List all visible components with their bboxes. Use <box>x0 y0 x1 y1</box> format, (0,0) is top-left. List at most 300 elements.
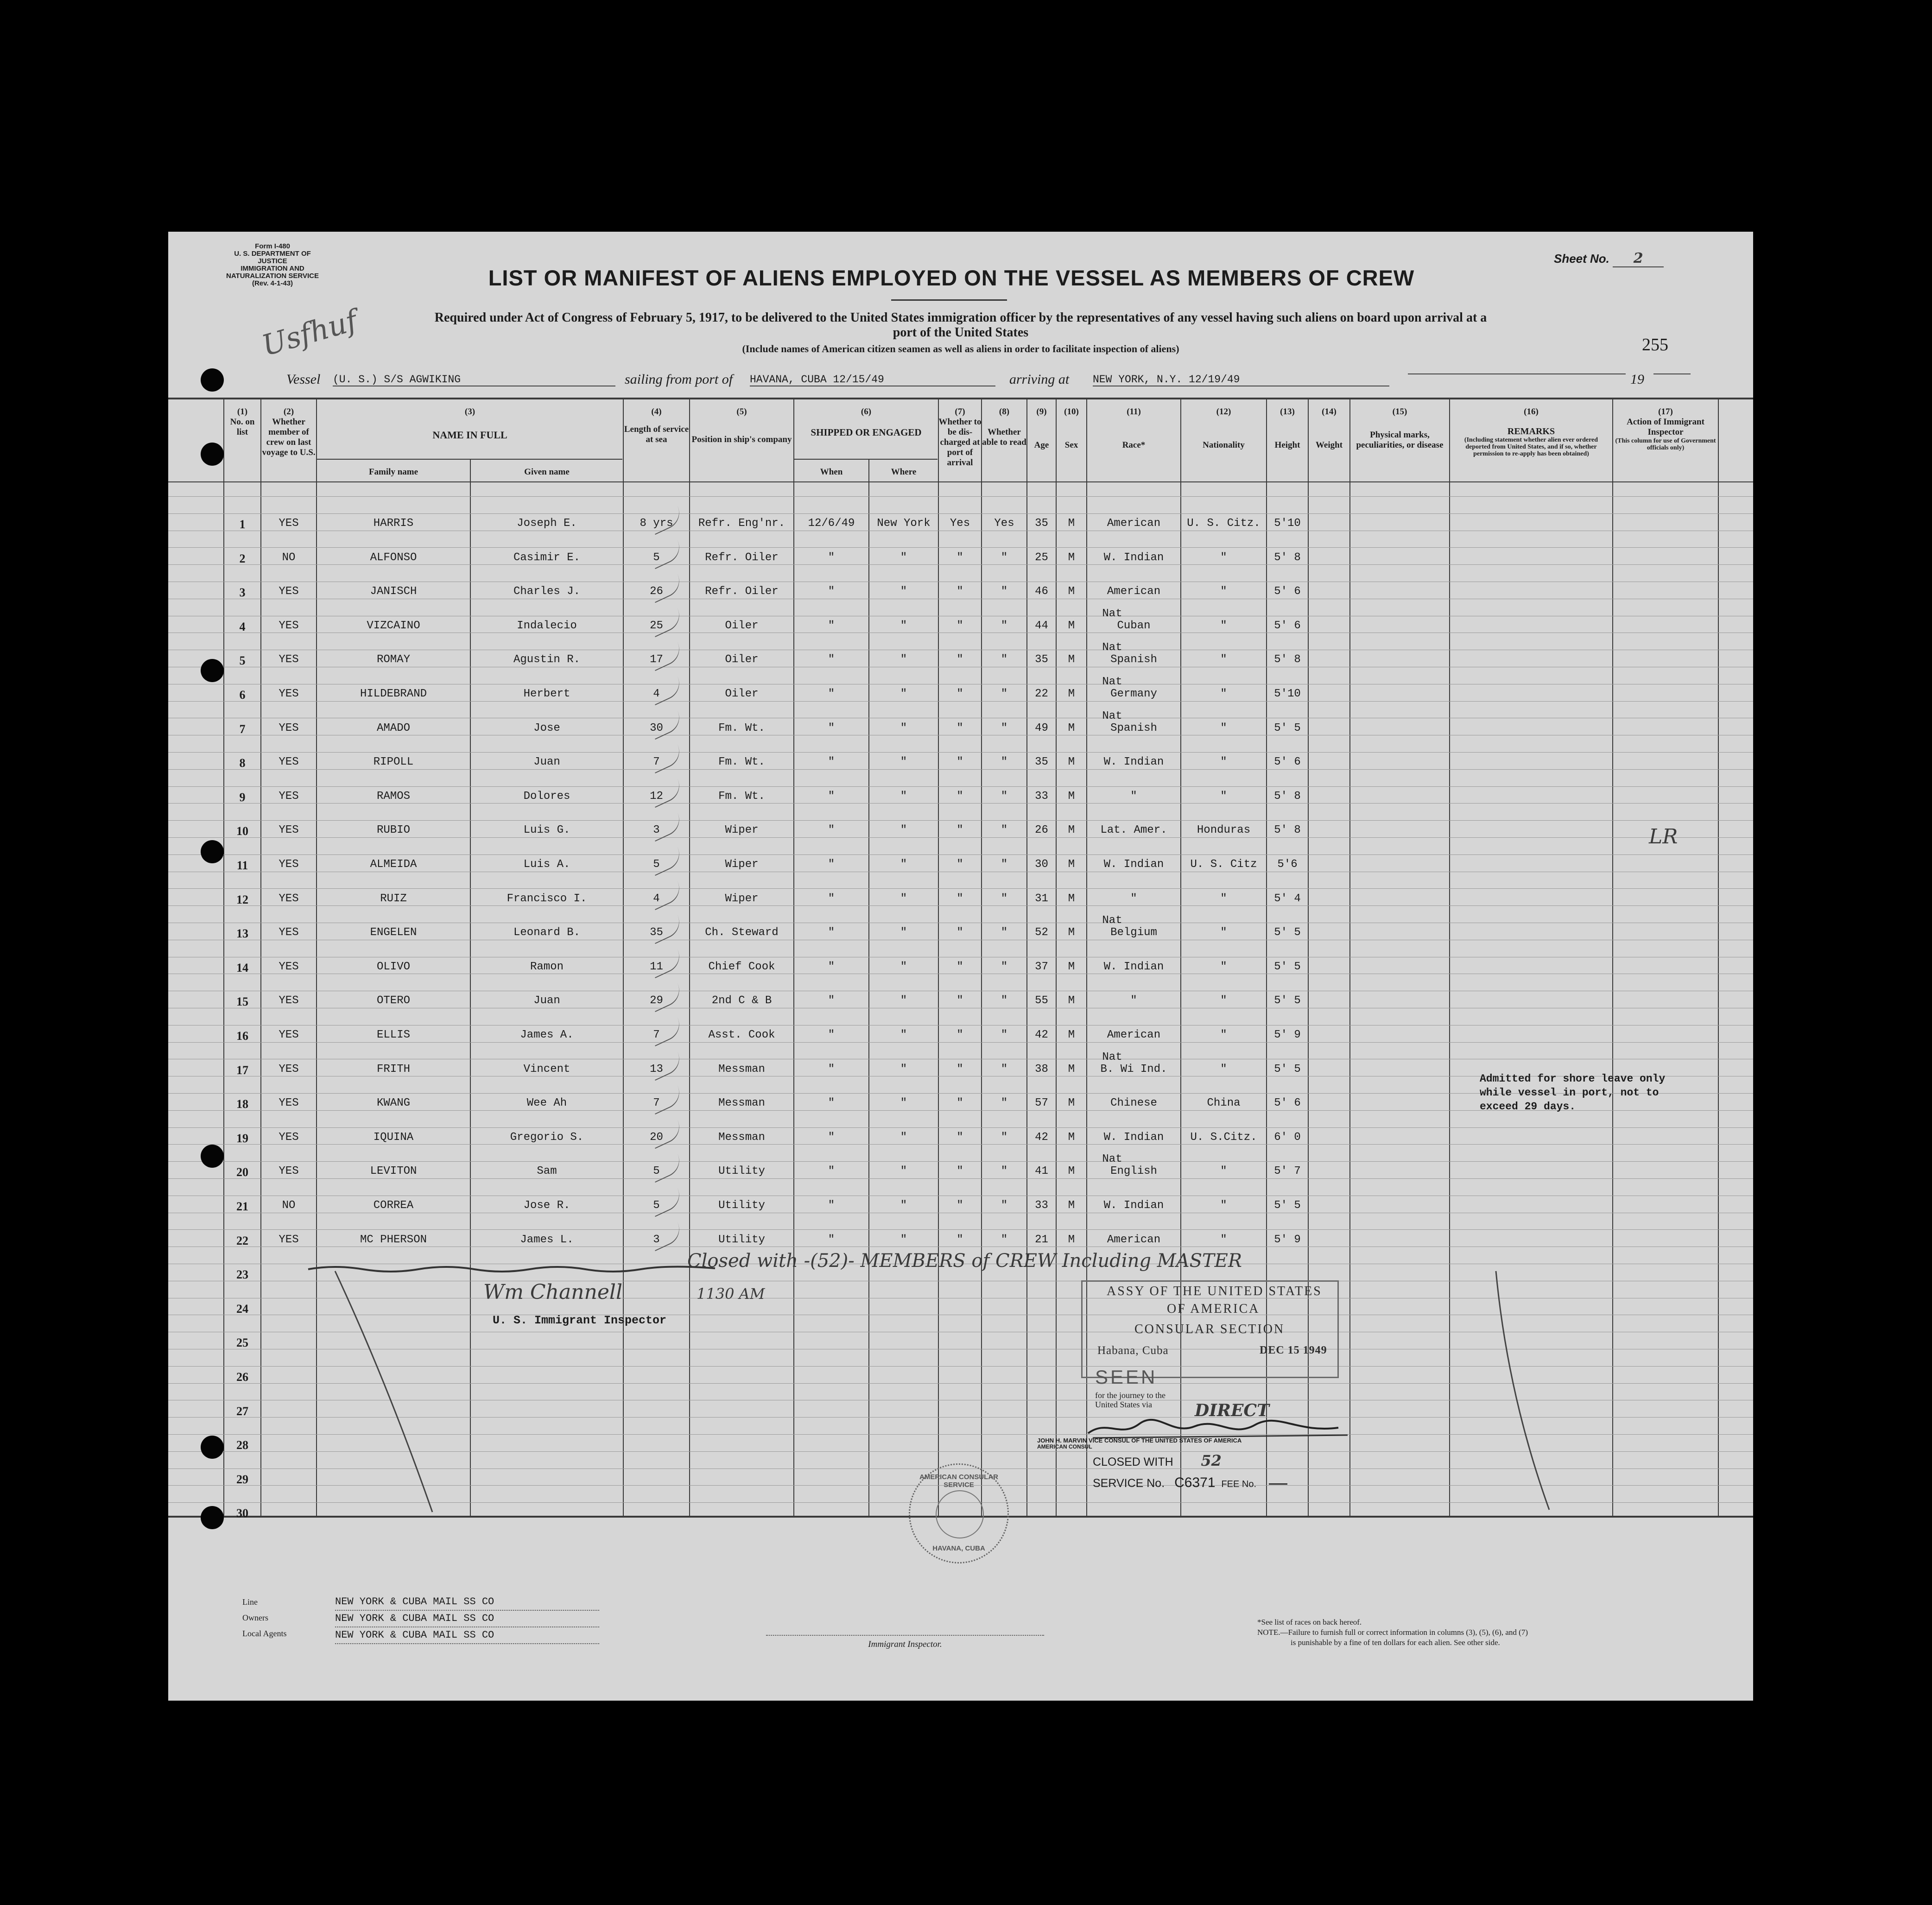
cell-position: Oiler <box>725 653 759 666</box>
cell-age: 21 <box>1035 1233 1048 1246</box>
cell-nationality: " <box>1220 1165 1227 1178</box>
cell-family: IQUINA <box>373 1131 414 1144</box>
cell-prev: YES <box>279 585 299 598</box>
row-number: 17 <box>236 1063 248 1077</box>
footer-owners-value: NEW YORK & CUBA MAIL SS CO <box>335 1611 599 1627</box>
cell-service: 5 <box>653 551 660 564</box>
cell-position: Utility <box>718 1199 765 1212</box>
department: U. S. DEPARTMENT OF JUSTICE <box>234 250 311 265</box>
cell-position: Utility <box>718 1165 765 1178</box>
cell-family: CORREA <box>373 1199 414 1212</box>
cell-nationality: " <box>1220 721 1227 734</box>
cell-nationality: Honduras <box>1197 824 1251 837</box>
penalty-note-2: is punishable by a fine of ten dollars for each alien. See other side. <box>1291 1638 1500 1647</box>
cell-discharged: " <box>956 1063 963 1076</box>
cell-race: American <box>1107 1233 1161 1246</box>
cell-when: " <box>828 790 835 803</box>
cell-prev: YES <box>279 1165 299 1178</box>
cell-height: 5' 6 <box>1274 756 1301 769</box>
cell-race: English <box>1110 1165 1157 1178</box>
cell-where: " <box>900 994 907 1007</box>
cell-age: 38 <box>1035 1063 1048 1076</box>
col-header-position: (5) Position in ship's company <box>691 407 792 444</box>
cell-height: 5' 5 <box>1274 960 1301 973</box>
row-number: 8 <box>239 756 246 770</box>
cell-age: 57 <box>1035 1097 1048 1110</box>
cell-nationality: " <box>1220 551 1227 564</box>
cancel-strokes <box>168 398 1753 1517</box>
inspector-signature-line <box>766 1635 1044 1636</box>
sheet-number <box>1554 250 1664 267</box>
cell-race: American <box>1107 585 1161 598</box>
row-number: 19 <box>236 1131 248 1145</box>
stamp-american-consul: AMERICAN CONSUL <box>1037 1443 1092 1450</box>
cell-given: Indalecio <box>517 619 577 632</box>
cell-nationality: " <box>1220 926 1227 939</box>
col-header-family-name: Family name <box>368 467 418 477</box>
col-header-sex: (10) Sex <box>1064 407 1079 450</box>
cell-family: AMADO <box>376 721 410 734</box>
cell-nationality: " <box>1220 892 1227 905</box>
row-number: 3 <box>239 586 246 600</box>
cell-position: Oiler <box>725 688 759 700</box>
required-line-1: Required under Act of Congress of February 5, 1917, to be delivered to the United States immigration officer by the representatives of any vessel having such aliens on board upon arrival at a <box>434 310 1487 325</box>
cell-family: FRITH <box>376 1063 410 1076</box>
col-header-prior-voyage: (2) Whether member of crew on last voyage to U.S. <box>262 407 316 457</box>
cell-height: 5' 9 <box>1274 1233 1301 1246</box>
cell-read: " <box>1001 688 1008 700</box>
cell-given: Juan <box>533 994 560 1007</box>
cell-service: 13 <box>650 1063 663 1076</box>
cell-where: " <box>900 1063 907 1076</box>
cell-service: 26 <box>650 585 663 598</box>
cell-where: " <box>900 688 907 700</box>
cell-when: " <box>828 551 835 564</box>
cell-when: " <box>828 1063 835 1076</box>
service-name: IMMIGRATION AND NATURALIZATION SERVICE <box>226 265 319 280</box>
footer-agents-value: NEW YORK & CUBA MAIL SS CO <box>335 1627 599 1644</box>
cell-height: 5' 5 <box>1274 721 1301 734</box>
cell-service: 25 <box>650 619 663 632</box>
cell-read: " <box>1001 960 1008 973</box>
cell-where: " <box>900 721 907 734</box>
cell-nationality: " <box>1220 790 1227 803</box>
cell-family: ALFONSO <box>370 551 417 564</box>
cell-prev: NO <box>282 551 296 564</box>
cell-discharged: " <box>956 1131 963 1144</box>
cell-nat-prefix: Nat <box>1102 914 1122 927</box>
cell-prev: YES <box>279 688 299 700</box>
cell-given: Ramon <box>530 960 564 973</box>
cell-service: 11 <box>650 960 663 973</box>
stamp-via: DIRECT <box>1195 1401 1269 1420</box>
cell-position: Asst. Cook <box>708 1029 775 1041</box>
cell-discharged: " <box>956 1097 963 1110</box>
cell-height: 5' 6 <box>1274 1097 1301 1110</box>
cell-age: 35 <box>1035 756 1048 769</box>
cell-discharged: " <box>956 1233 963 1246</box>
include-note: (Include names of American citizen seamen as well as aliens in order to facilitate inspection of aliens) <box>742 343 1179 354</box>
footer-line-value: NEW YORK & CUBA MAIL SS CO <box>335 1594 599 1611</box>
cell-sex: M <box>1068 1063 1075 1076</box>
cell-prev: YES <box>279 1131 299 1144</box>
closing-handwritten-note: Closed with -(52)- MEMBERS of CREW Including MASTER <box>687 1250 1242 1272</box>
cell-sex: M <box>1068 858 1075 871</box>
cell-sex: M <box>1068 824 1075 837</box>
cell-where: " <box>900 1233 907 1246</box>
cell-read: " <box>1001 585 1008 598</box>
cell-race: W. Indian <box>1103 756 1164 769</box>
cell-prev: YES <box>279 960 299 973</box>
stamp-line-2: OF AMERICA <box>1167 1302 1260 1316</box>
row-number: 6 <box>239 688 246 702</box>
year-blank <box>1653 373 1691 374</box>
row-number: 12 <box>236 892 248 906</box>
cell-age: 33 <box>1035 1199 1048 1212</box>
cell-race: W. Indian <box>1103 960 1164 973</box>
consular-seal <box>909 1463 1009 1563</box>
cell-sex: M <box>1068 1097 1075 1110</box>
col-header-number: (1) No. on list <box>230 407 255 437</box>
cell-service: 5 <box>653 1165 660 1178</box>
cell-height: 5' 4 <box>1274 892 1301 905</box>
cell-age: 42 <box>1035 1131 1048 1144</box>
cell-nationality: " <box>1220 756 1227 769</box>
sailing-value: HAVANA, CUBA 12/15/49 <box>750 373 995 386</box>
cell-when: " <box>828 653 835 666</box>
cell-when: " <box>828 1029 835 1041</box>
cell-discharged: " <box>956 585 963 598</box>
cell-prev: YES <box>279 892 299 905</box>
cell-read: " <box>1001 619 1008 632</box>
cell-age: 46 <box>1035 585 1048 598</box>
cell-given: James A. <box>520 1029 574 1041</box>
row-number: 25 <box>236 1336 248 1350</box>
cell-family: MC PHERSON <box>360 1233 427 1246</box>
cell-nat-prefix: Nat <box>1102 709 1122 722</box>
row-number: 22 <box>236 1234 248 1247</box>
cell-nationality: " <box>1220 1199 1227 1212</box>
cell-given: Vincent <box>523 1063 570 1076</box>
stamp-date: DEC 15 1949 <box>1260 1344 1327 1356</box>
cell-where: " <box>900 1165 907 1178</box>
cell-read: " <box>1001 721 1008 734</box>
cell-given: Joseph E. <box>517 517 577 530</box>
seal-inner-ring <box>936 1490 984 1538</box>
cell-given: James L. <box>520 1233 574 1246</box>
cell-height: 5' 9 <box>1274 1029 1301 1041</box>
cell-sex: M <box>1068 517 1075 530</box>
cell-height: 5' 8 <box>1274 824 1301 837</box>
punch-hole <box>201 840 224 863</box>
cell-height: 5' 8 <box>1274 551 1301 564</box>
cell-age: 31 <box>1035 892 1048 905</box>
cell-when: " <box>828 892 835 905</box>
page-number: 255 <box>1642 335 1668 354</box>
cell-given: Charles J. <box>513 585 581 598</box>
cell-prev: YES <box>279 619 299 632</box>
cell-where: " <box>900 926 907 939</box>
cell-service: 5 <box>653 1199 660 1212</box>
cell-position: Messman <box>718 1097 765 1110</box>
cell-service: 30 <box>650 721 663 734</box>
cell-given: Sam <box>537 1165 557 1178</box>
cell-given: Herbert <box>523 688 570 700</box>
row-number: 5 <box>239 654 246 668</box>
cell-prev: YES <box>279 858 299 871</box>
stamp-line-3: CONSULAR SECTION <box>1134 1322 1285 1336</box>
col-header-discharged: (7) Whether to be dis-charged at port of arrival <box>938 407 982 468</box>
cell-discharged: " <box>956 994 963 1007</box>
cell-read: " <box>1001 1029 1008 1041</box>
cell-age: 42 <box>1035 1029 1048 1041</box>
cell-where: " <box>900 1029 907 1041</box>
cell-read: Yes <box>994 517 1014 530</box>
punch-hole <box>201 1436 224 1459</box>
punch-hole <box>201 1145 224 1168</box>
cell-discharged: " <box>956 688 963 700</box>
cell-read: " <box>1001 790 1008 803</box>
cell-race: Cuban <box>1117 619 1151 632</box>
cell-given: Wee Ah <box>526 1097 567 1110</box>
punch-hole <box>201 659 224 682</box>
cell-prev: YES <box>279 1097 299 1110</box>
cell-sex: M <box>1068 960 1075 973</box>
cell-read: " <box>1001 994 1008 1007</box>
row-number: 20 <box>236 1165 248 1179</box>
stamp-place: Habana, Cuba <box>1097 1344 1169 1357</box>
cell-discharged: " <box>956 858 963 871</box>
cell-read: " <box>1001 756 1008 769</box>
cell-nat-prefix: Nat <box>1102 1051 1122 1063</box>
row-number: 28 <box>236 1438 248 1452</box>
cell-where: " <box>900 892 907 905</box>
cell-when: " <box>828 585 835 598</box>
inspection-time: 1130 AM <box>697 1285 765 1303</box>
row-number: 15 <box>236 995 248 1009</box>
form-identifier <box>219 243 326 287</box>
cell-read: " <box>1001 1165 1008 1178</box>
cell-given: Dolores <box>523 790 570 803</box>
cell-discharged: " <box>956 721 963 734</box>
cell-when: " <box>828 1131 835 1144</box>
row-number: 21 <box>236 1200 248 1213</box>
cell-service: 4 <box>653 892 660 905</box>
cell-given: Luis G. <box>523 824 570 837</box>
cell-where: " <box>900 1199 907 1212</box>
cell-age: 22 <box>1035 688 1048 700</box>
sheet-label: Sheet No. <box>1554 252 1609 266</box>
cell-service: 20 <box>650 1131 663 1144</box>
cell-family: RUIZ <box>380 892 407 905</box>
cell-prev: YES <box>279 1029 299 1041</box>
cell-race: B. Wi Ind. <box>1100 1063 1167 1076</box>
cell-given: Leonard B. <box>513 926 581 939</box>
cell-service: 7 <box>653 1029 660 1041</box>
cell-race: W. Indian <box>1103 1199 1164 1212</box>
cell-height: 5'10 <box>1274 688 1301 700</box>
year-label: 19 <box>1630 372 1644 387</box>
cell-position: Utility <box>718 1233 765 1246</box>
cell-service: 8 yrs <box>640 517 673 530</box>
cell-discharged: " <box>956 892 963 905</box>
col-header-remarks: (16) REMARKS (Including statement whether alien ever ordered deported from United States, and if so, whether permission to re-apply has been obtained) <box>1464 407 1598 457</box>
cell-nationality: " <box>1220 619 1227 632</box>
cell-when: " <box>828 688 835 700</box>
punch-hole <box>201 1506 224 1529</box>
cell-family: RUBIO <box>376 824 410 837</box>
cell-read: " <box>1001 858 1008 871</box>
footer-agents-label: Local Agents <box>242 1629 287 1638</box>
punch-hole <box>201 368 224 392</box>
cell-when: 12/6/49 <box>808 517 855 530</box>
row-number: 9 <box>239 790 246 804</box>
cell-family: ENGELEN <box>370 926 417 939</box>
cell-discharged: " <box>956 1199 963 1212</box>
cell-position: Refr. Oiler <box>705 585 779 598</box>
cell-service: 7 <box>653 1097 660 1110</box>
cell-sex: M <box>1068 1165 1075 1178</box>
form-revision: (Rev. 4-1-43) <box>252 279 293 287</box>
footer-inspector-label: Immigrant Inspector. <box>868 1639 942 1649</box>
remarks-shore-leave <box>1480 1072 1665 1114</box>
cell-given: Gregorio S. <box>510 1131 584 1144</box>
stamp-line-1: ASSY OF THE UNITED STATES <box>1107 1284 1322 1298</box>
cell-nationality: U. S.Citz. <box>1190 1131 1257 1144</box>
cell-nat-prefix: Nat <box>1102 676 1122 688</box>
page-title: LIST OR MANIFEST OF ALIENS EMPLOYED ON THE VESSEL AS MEMBERS OF CREW <box>488 266 1415 290</box>
cell-position: Messman <box>718 1131 765 1144</box>
cell-sex: M <box>1068 619 1075 632</box>
cell-nat-prefix: Nat <box>1102 641 1122 654</box>
cell-family: ALMEIDA <box>370 858 417 871</box>
inspector-signature: Wm Channell <box>483 1280 623 1304</box>
cell-read: " <box>1001 926 1008 939</box>
row-number: 18 <box>236 1097 248 1111</box>
col-header-nationality: (12) Nationality <box>1203 407 1245 450</box>
cell-sex: M <box>1068 551 1075 564</box>
cell-position: Refr. Oiler <box>705 551 779 564</box>
row-number: 10 <box>236 824 248 838</box>
cell-when: " <box>828 1165 835 1178</box>
cell-family: KWANG <box>376 1097 410 1110</box>
cell-prev: YES <box>279 1233 299 1246</box>
cell-prev: YES <box>279 756 299 769</box>
row-number: 27 <box>236 1404 248 1418</box>
penalty-note-1: NOTE.—Failure to furnish full or correct information in columns (3), (5), (6), and (7) <box>1257 1628 1528 1637</box>
cell-race: " <box>1130 892 1137 905</box>
cell-height: 5' 8 <box>1274 653 1301 666</box>
cell-sex: M <box>1068 756 1075 769</box>
cell-race: Spanish <box>1110 721 1157 734</box>
row-number: 13 <box>236 927 248 941</box>
cell-nationality: " <box>1220 688 1227 700</box>
cell-given: Francisco I. <box>507 892 587 905</box>
cell-race: W. Indian <box>1103 1131 1164 1144</box>
cell-age: 37 <box>1035 960 1048 973</box>
cell-prev: YES <box>279 721 299 734</box>
col-header-where: Where <box>891 467 917 477</box>
cell-race: Lat. Amer. <box>1100 824 1167 837</box>
cell-where: " <box>900 653 907 666</box>
col-header-shipped: (6) SHIPPED OR ENGAGED <box>811 407 922 438</box>
cell-given: Jose R. <box>523 1199 570 1212</box>
cell-age: 26 <box>1035 824 1048 837</box>
cell-height: 5' 6 <box>1274 585 1301 598</box>
cell-race: American <box>1107 1029 1161 1041</box>
col-header-height: (13) Height <box>1274 407 1300 450</box>
sailing-label: sailing from port of <box>625 372 733 387</box>
cell-sex: M <box>1068 892 1075 905</box>
cell-nationality: U. S. Citz <box>1190 858 1257 871</box>
cell-family: RAMOS <box>376 790 410 803</box>
stamp-closed-with: CLOSED WITH 52 <box>1093 1452 1222 1469</box>
row-number: 4 <box>239 620 246 633</box>
cell-when: " <box>828 858 835 871</box>
cell-when: " <box>828 721 835 734</box>
cell-discharged: " <box>956 824 963 837</box>
cell-read: " <box>1001 892 1008 905</box>
cell-service: 7 <box>653 756 660 769</box>
cell-position: Oiler <box>725 619 759 632</box>
cell-position: Wiper <box>725 858 759 871</box>
cell-family: JANISCH <box>370 585 417 598</box>
cell-when: " <box>828 1199 835 1212</box>
cell-family: HILDEBRAND <box>360 688 427 700</box>
cell-family: VIZCAINO <box>367 619 420 632</box>
vessel-value: (U. S.) S/S AGWIKING <box>333 373 615 386</box>
cell-given: Juan <box>533 756 560 769</box>
cell-where: " <box>900 960 907 973</box>
cell-age: 33 <box>1035 790 1048 803</box>
stamp-vice-consul: JOHN H. MARVIN VICE CONSUL OF THE UNITED STATES OF AMERICA <box>1037 1437 1242 1444</box>
remarks-line-3: exceed 29 days. <box>1480 1101 1576 1113</box>
cell-nationality: U. S. Citz. <box>1187 517 1261 530</box>
cell-height: 5' 5 <box>1274 994 1301 1007</box>
cell-where: " <box>900 551 907 564</box>
col-header-read: (8) Whether able to read <box>982 407 1026 447</box>
cell-discharged: " <box>956 926 963 939</box>
col-header-name: (3) NAME IN FULL <box>432 407 507 441</box>
cell-when: " <box>828 1097 835 1110</box>
races-note: *See list of races on back hereof. <box>1257 1618 1362 1627</box>
row-number: 14 <box>236 961 248 975</box>
cell-race: Chinese <box>1110 1097 1157 1110</box>
cell-position: Messman <box>718 1063 765 1076</box>
cell-race: Germany <box>1110 688 1157 700</box>
cell-discharged: " <box>956 756 963 769</box>
cell-position: Chief Cook <box>708 960 775 973</box>
cell-read: " <box>1001 551 1008 564</box>
cell-height: 6' 0 <box>1274 1131 1301 1144</box>
col-header-service-length: (4) Length of service at sea <box>624 407 689 444</box>
cell-nationality: " <box>1220 653 1227 666</box>
row-number: 24 <box>236 1302 248 1316</box>
required-line-2: port of the United States <box>893 325 1029 340</box>
row-number: 30 <box>236 1506 248 1520</box>
cell-sex: M <box>1068 790 1075 803</box>
cell-prev: YES <box>279 790 299 803</box>
col-header-given-name: Given name <box>524 467 570 477</box>
cell-family: HARRIS <box>373 517 414 530</box>
footer-notes <box>1257 1617 1528 1648</box>
cell-sex: M <box>1068 1029 1075 1041</box>
stamp-service-no: SERVICE No. C6371 FEE No. <box>1093 1475 1287 1491</box>
sheet-value: 2 <box>1613 250 1664 267</box>
cell-given: Agustin R. <box>513 653 581 666</box>
cell-read: " <box>1001 653 1008 666</box>
cell-where: " <box>900 619 907 632</box>
